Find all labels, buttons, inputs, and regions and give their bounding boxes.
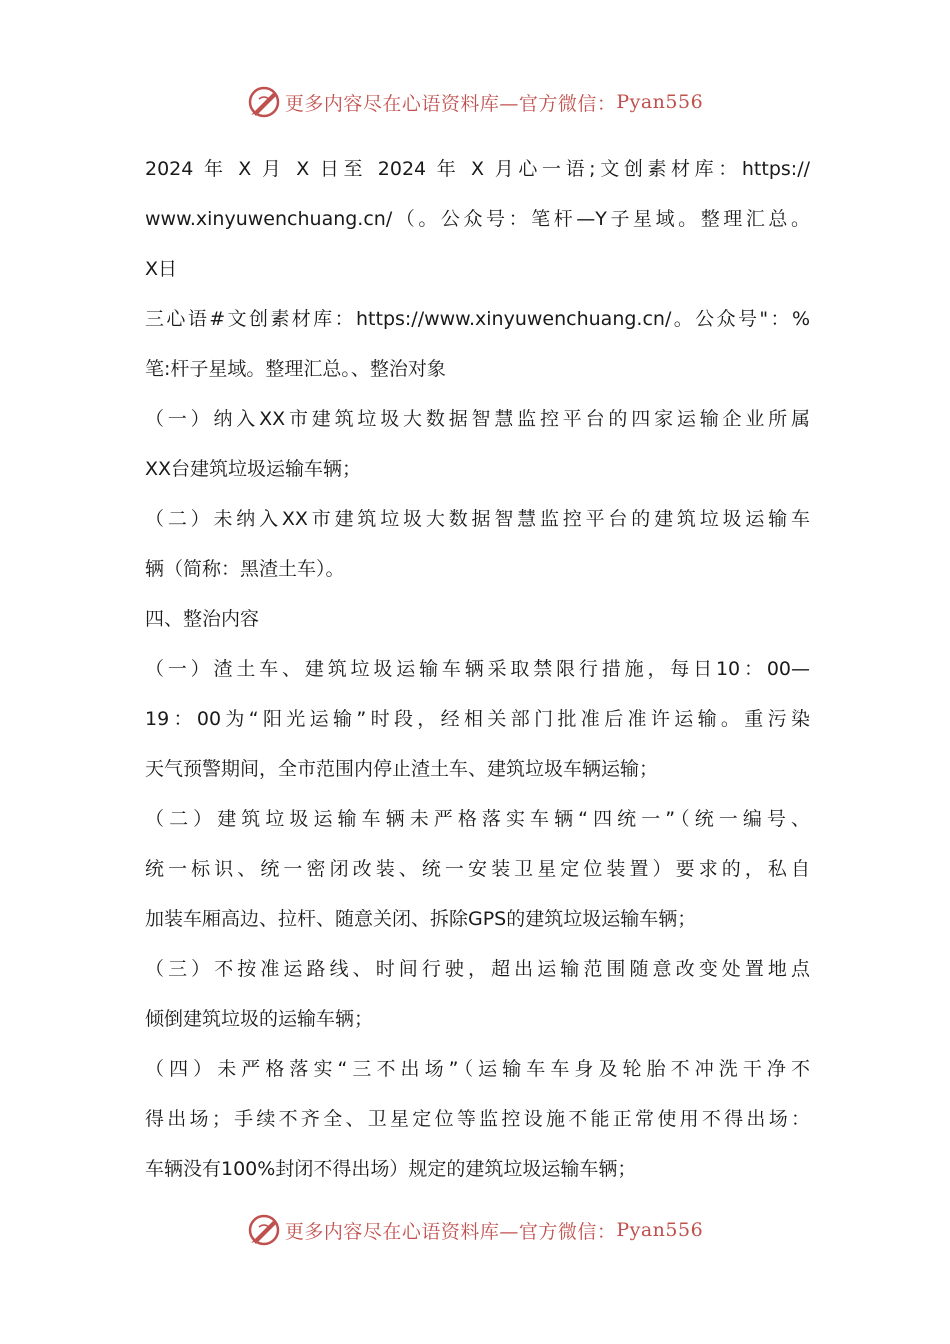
text-line: 倾倒建筑垃圾的运输车辆； [145,1008,374,1030]
pen-logo-icon [247,1213,281,1247]
text-line: （一）渣土车、建筑垃圾运输车辆采取禁限行措施，每日10：00— [145,658,810,680]
banner-wechat-id: Pyan556 [616,1219,704,1241]
text-line: （一）纳入XX市建筑垃圾大数据智慧监控平台的四家运输企业所属 [145,408,810,430]
text-line: 三心语#文创素材库：https://www.xinyuwenchuang.cn/。公众号"：% [145,308,810,330]
text-line: 天气预警期间，全市范围内停止渣土车、建筑垃圾车辆运输； [145,758,659,780]
pen-logo-icon [247,85,281,119]
text-line: （二）建筑垃圾运输车辆未严格落实车辆“四统一”（统一编号、 [145,808,810,830]
text-line: 统一标识、统一密闭改装、统一安装卫星定位装置）要求的，私自 [145,858,810,880]
text-line: XX台建筑垃圾运输车辆； [145,458,362,480]
banner-wechat-id: Pyan556 [616,91,704,113]
text-line: （二）未纳入XX市建筑垃圾大数据智慧监控平台的建筑垃圾运输车 [145,508,810,530]
document-body [145,144,810,1194]
text-line: www.xinyuwenchuang.cn/（。公众号：笔杆—Y子星域。整理汇总。 [145,208,810,230]
banner-text: 更多内容尽在心语资料库—官方微信： [284,92,617,115]
text-line: 得出场；手续不齐全、卫星定位等监控设施不能正常使用不得出场： [145,1108,810,1130]
text-line: 辆（简称：黑渣土车）。 [145,558,345,580]
text-line: 2024 年 X 月 X 日至 2024 年 X 月心一语;文创素材库：https:// [145,158,810,180]
text-line: 加装车厢高边、拉杆、随意关闭、拆除GPS的建筑垃圾运输车辆； [145,908,697,930]
text-line: 车辆没有100%封闭不得出场）规定的建筑垃圾运输车辆； [145,1158,637,1180]
text-line: 19：00为“阳光运输”时段，经相关部门批准后准许运输。重污染 [145,708,810,730]
banner-text: 更多内容尽在心语资料库—官方微信： [284,1220,617,1243]
text-line: （四）未严格落实“三不出场”（运输车车身及轮胎不冲洗干净不 [145,1058,810,1080]
footer-watermark-banner [0,1210,950,1250]
text-line: X日 [145,258,178,280]
text-line: 笔:杆子星域。整理汇总。、整治对象 [145,358,446,380]
text-line: 四、整治内容 [145,608,260,630]
header-watermark-banner [0,82,950,122]
text-line: （三）不按准运路线、时间行驶，超出运输范围随意改变处置地点 [145,958,810,980]
